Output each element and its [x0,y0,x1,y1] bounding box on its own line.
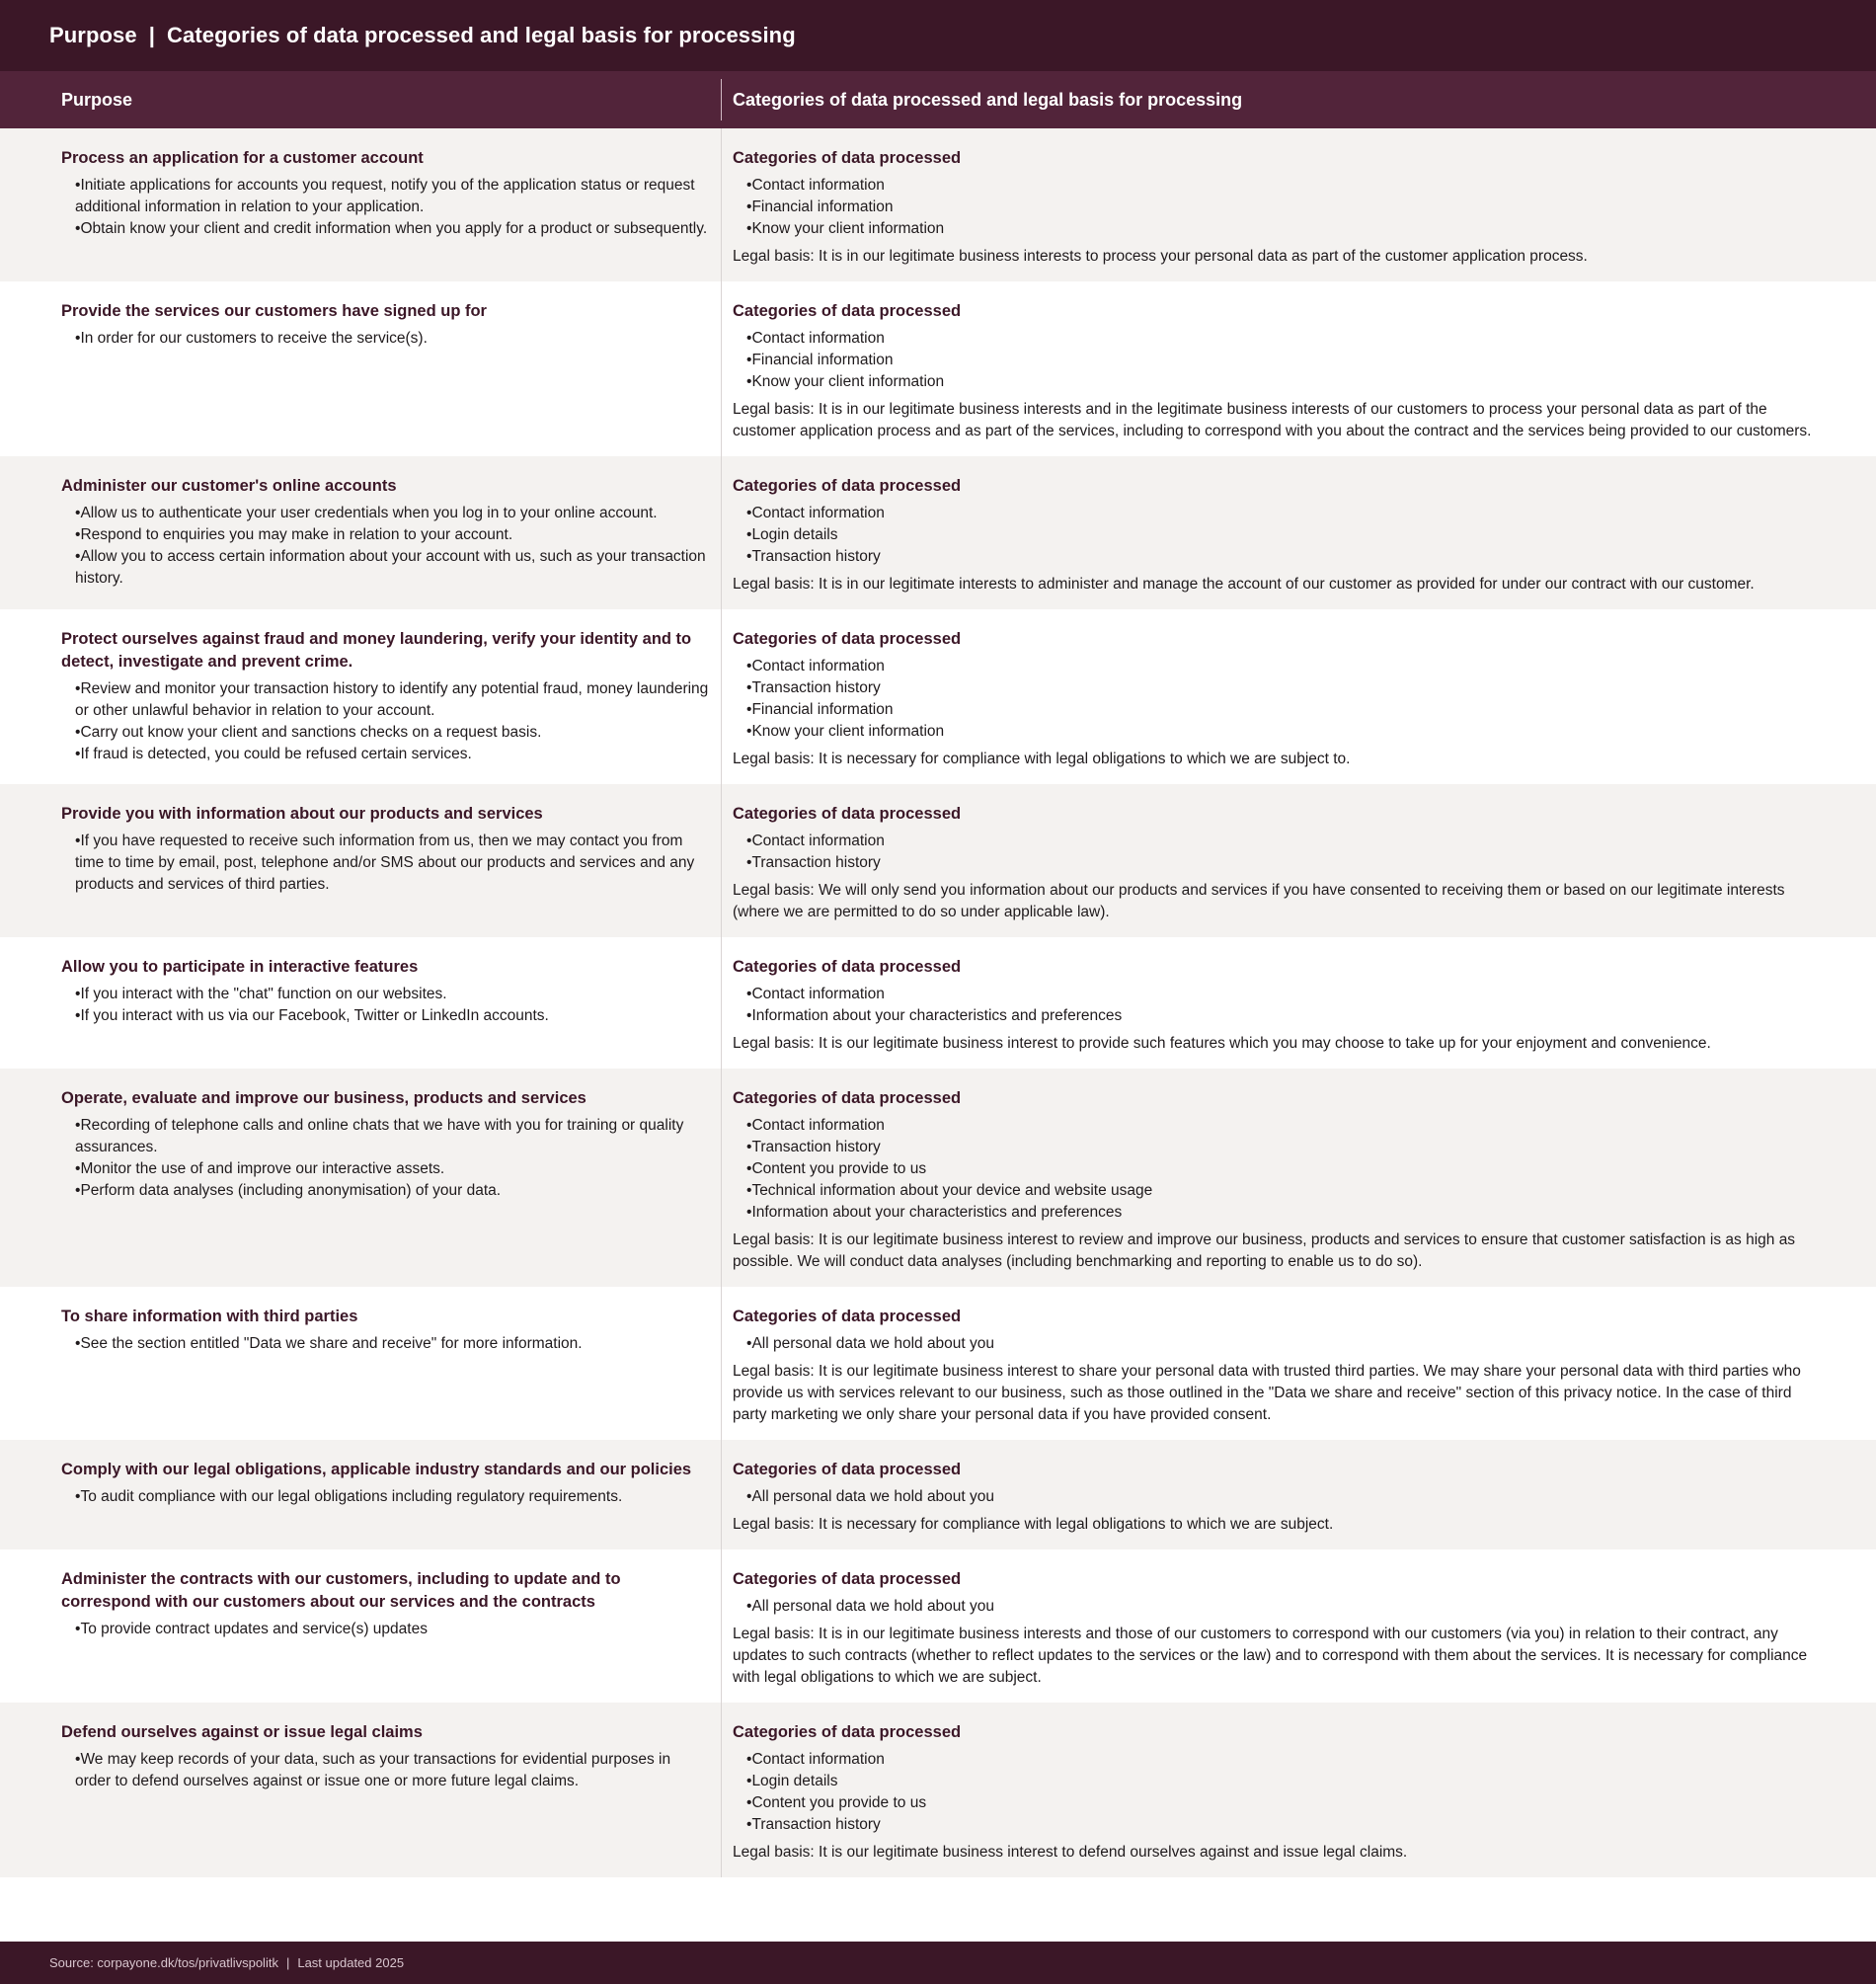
categories-cell [722,784,1876,937]
purpose-bullets [61,175,709,240]
purpose-bullets [61,1115,709,1202]
categories-heading: Categories of data processed [733,149,962,167]
category-item: • Content you provide to us [733,1792,1821,1814]
column-header-categories: Categories of data processed and legal basis for processing [733,89,1243,110]
category-item: • Contact information [733,1749,1821,1771]
category-item: • Financial information [733,699,1821,721]
table-row [0,281,1876,456]
category-list [733,1749,1821,1836]
purpose-title: Operate, evaluate and improve our business, products and services [61,1089,586,1107]
table-body [0,128,1876,1942]
category-list [733,831,1821,874]
categories-cell [722,1069,1876,1287]
purpose-bullet: • Respond to enquiries you may make in relation to your account. [61,524,709,546]
legal-basis: Legal basis: It is our legitimate business interest to defend ourselves against and issue legal claims. [733,1844,1408,1861]
footer-updated: Last updated 2025 [297,1955,405,1970]
purpose-bullet: • Recording of telephone calls and online chats that we have with you for training or quality assurances. [61,1115,709,1158]
footer [0,1942,1876,1984]
category-item: • Contact information [733,656,1821,677]
legal-basis: Legal basis: It is our legitimate business interest to share your personal data with trusted third parties. We may share your personal data with third parties who provide us with services relevant to our business, such as those outlined in the "Data we share and receive" section of this privacy notice. In the case of third party marketing we only share your personal data if you have provided consent. [733,1363,1801,1423]
category-list [733,503,1821,568]
purpose-bullet: • We may keep records of your data, such as your transactions for evidential purposes in order to defend ourselves against or issue one or more future legal claims. [61,1749,709,1792]
category-item: • All personal data we hold about you [733,1486,1821,1508]
category-list [733,1115,1821,1224]
categories-heading: Categories of data processed [733,805,962,823]
categories-heading: Categories of data processed [733,1308,962,1325]
table-row [0,1287,1876,1440]
category-item: • Contact information [733,503,1821,524]
legal-basis: Legal basis: It is necessary for compliance with legal obligations to which we are subject. [733,1516,1334,1533]
purpose-bullet: • Carry out know your client and sanctions checks on a request basis. [61,722,709,744]
categories-cell [722,128,1876,281]
table-row [0,128,1876,281]
purpose-cell [0,128,722,281]
table-row [0,1440,1876,1549]
column-header-purpose: Purpose [0,71,722,128]
categories-cell [722,937,1876,1069]
category-list [733,1486,1821,1508]
categories-heading: Categories of data processed [733,1723,962,1741]
purpose-title: Comply with our legal obligations, applicable industry standards and our policies [61,1461,692,1478]
purpose-bullets [61,1619,709,1640]
purpose-cell [0,937,722,1069]
legal-basis: Legal basis: We will only send you information about our products and services if you have consented to receiving them or based on our legitimate interests (where we are permitted to do so under applicable law). [733,882,1785,920]
purpose-bullet: • See the section entitled "Data we share and receive" for more information. [61,1333,709,1355]
category-list [733,984,1821,1027]
table-row [0,784,1876,937]
category-list [733,1333,1821,1355]
title-bar [0,0,1876,71]
purpose-bullet: • To audit compliance with our legal obligations including regulatory requirements. [61,1486,709,1508]
purpose-bullets [61,678,709,765]
purpose-title: Defend ourselves against or issue legal claims [61,1723,423,1741]
purpose-title: Provide you with information about our products and services [61,805,543,823]
category-item: • All personal data we hold about you [733,1596,1821,1618]
category-list [733,175,1821,240]
category-item: • Login details [733,524,1821,546]
purpose-bullets [61,831,709,896]
categories-cell [722,1287,1876,1440]
category-item: • Information about your characteristics and preferences [733,1005,1821,1027]
categories-cell [722,1440,1876,1549]
legal-basis: Legal basis: It is necessary for compliance with legal obligations to which we are subject to. [733,751,1351,767]
purpose-bullet: • Allow us to authenticate your user credentials when you log in to your online account. [61,503,709,524]
legal-basis: Legal basis: It is in our legitimate interests to administer and manage the account of our customer as provided for under our contract with our customer. [733,576,1755,593]
category-item: • Contact information [733,328,1821,350]
footer-separator: | [285,1955,290,1970]
category-item: • Content you provide to us [733,1158,1821,1180]
purpose-bullet: • If you interact with us via our Facebook, Twitter or LinkedIn accounts. [61,1005,709,1027]
table-row [0,1549,1876,1703]
legal-basis: Legal basis: It is our legitimate business interest to provide such features which you may choose to take up for your enjoyment and convenience. [733,1035,1711,1052]
category-list [733,1596,1821,1618]
categories-cell [722,281,1876,456]
categories-heading: Categories of data processed [733,302,962,320]
table-row [0,456,1876,609]
categories-heading: Categories of data processed [733,1461,962,1478]
page-title-separator: | [148,23,155,47]
categories-heading: Categories of data processed [733,958,962,976]
purpose-bullets [61,328,709,350]
purpose-bullet: • Initiate applications for accounts you request, notify you of the application status or request additional information in relation to your application. [61,175,709,218]
category-item: • Know your client information [733,371,1821,393]
categories-heading: Categories of data processed [733,630,962,648]
categories-cell [722,1703,1876,1877]
page-title [49,23,796,48]
purpose-cell [0,609,722,784]
purpose-bullet: • If fraud is detected, you could be refused certain services. [61,744,709,765]
category-item: • Transaction history [733,852,1821,874]
purpose-bullets [61,1749,709,1792]
categories-cell [722,456,1876,609]
table-row [0,1069,1876,1287]
page-title-left: Purpose [49,23,137,47]
categories-heading: Categories of data processed [733,1089,962,1107]
categories-heading: Categories of data processed [733,1570,962,1588]
categories-cell [722,1549,1876,1703]
purpose-bullet: • Allow you to access certain information about your account with us, such as your transaction history. [61,546,709,590]
legal-basis: Legal basis: It is in our legitimate business interests and in the legitimate business interests of our customers to process your personal data as part of the customer application process and as part of the services, including to correspond with you about the contract and the services being provided to our customers. [733,401,1812,439]
purpose-bullet: • Obtain know your client and credit information when you apply for a product or subsequently. [61,218,709,240]
purpose-cell [0,1069,722,1287]
purpose-cell [0,281,722,456]
category-item: • Know your client information [733,218,1821,240]
category-item: • Financial information [733,350,1821,371]
purpose-cell [0,1703,722,1877]
purpose-bullet: • In order for our customers to receive the service(s). [61,328,709,350]
category-item: • Contact information [733,984,1821,1005]
category-item: • Login details [733,1771,1821,1792]
table-row [0,1703,1876,1877]
category-item: • Technical information about your device and website usage [733,1180,1821,1202]
purpose-bullets [61,1333,709,1355]
purpose-title: Allow you to participate in interactive features [61,958,419,976]
purpose-bullet: • If you have requested to receive such information from us, then we may contact you from time to time by email, post, telephone and/or SMS about our products and services and any products and services of third parties. [61,831,709,896]
category-item: • Contact information [733,175,1821,197]
purpose-bullet: • Review and monitor your transaction history to identify any potential fraud, money laundering or other unlawful behavior in relation to your account. [61,678,709,722]
purpose-title: Administer our customer's online accounts [61,477,397,495]
legal-basis: Legal basis: It is our legitimate business interest to review and improve our business, products and services to ensure that customer satisfaction is as high as possible. We will conduct data analyses (including benchmarking and reporting to enable us to do so). [733,1231,1796,1270]
purpose-cell [0,784,722,937]
legal-basis: Legal basis: It is in our legitimate business interests to process your personal data as part of the customer application process. [733,248,1588,265]
purpose-bullets [61,503,709,590]
purpose-cell [0,1549,722,1703]
category-list [733,656,1821,743]
table-row [0,937,1876,1069]
purpose-bullet: • If you interact with the "chat" function on our websites. [61,984,709,1005]
purpose-cell [0,1287,722,1440]
table-header [0,71,1876,128]
category-item: • All personal data we hold about you [733,1333,1821,1355]
purpose-title: To share information with third parties [61,1308,358,1325]
footer-source: Source: corpayone.dk/tos/privatlivspolitk [49,1955,278,1970]
category-list [733,328,1821,393]
legal-basis: Legal basis: It is in our legitimate business interests and those of our customers to correspond with our customers (via you) in relation to their contract, any updates to such contracts (whether to reflect updates to the services or the law) and to correspond with them about the services. It is necessary for compliance with legal obligations to which we are subject. [733,1626,1808,1686]
category-item: • Contact information [733,831,1821,852]
purpose-title: Provide the services our customers have signed up for [61,302,487,320]
categories-heading: Categories of data processed [733,477,962,495]
category-item: • Transaction history [733,1137,1821,1158]
table-row [0,609,1876,784]
category-item: • Transaction history [733,1814,1821,1836]
category-item: • Financial information [733,197,1821,218]
purpose-bullet: • To provide contract updates and service(s) updates [61,1619,709,1640]
purpose-title: Process an application for a customer account [61,149,424,167]
page-title-right: Categories of data processed and legal basis for processing [167,23,796,47]
purpose-cell [0,1440,722,1549]
purpose-title: Protect ourselves against fraud and money laundering, verify your identity and to detect, investigate and prevent crime. [61,630,692,671]
category-item: • Know your client information [733,721,1821,743]
category-item: • Contact information [733,1115,1821,1137]
category-item: • Transaction history [733,677,1821,699]
purpose-bullet: • Perform data analyses (including anonymisation) of your data. [61,1180,709,1202]
category-item: • Information about your characteristics and preferences [733,1202,1821,1224]
purpose-bullet: • Monitor the use of and improve our interactive assets. [61,1158,709,1180]
purpose-cell [0,456,722,609]
categories-cell [722,609,1876,784]
purpose-title: Administer the contracts with our customers, including to update and to correspond with our customers about our services and the contracts [61,1570,621,1611]
category-item: • Transaction history [733,546,1821,568]
purpose-bullets [61,984,709,1027]
purpose-bullets [61,1486,709,1508]
